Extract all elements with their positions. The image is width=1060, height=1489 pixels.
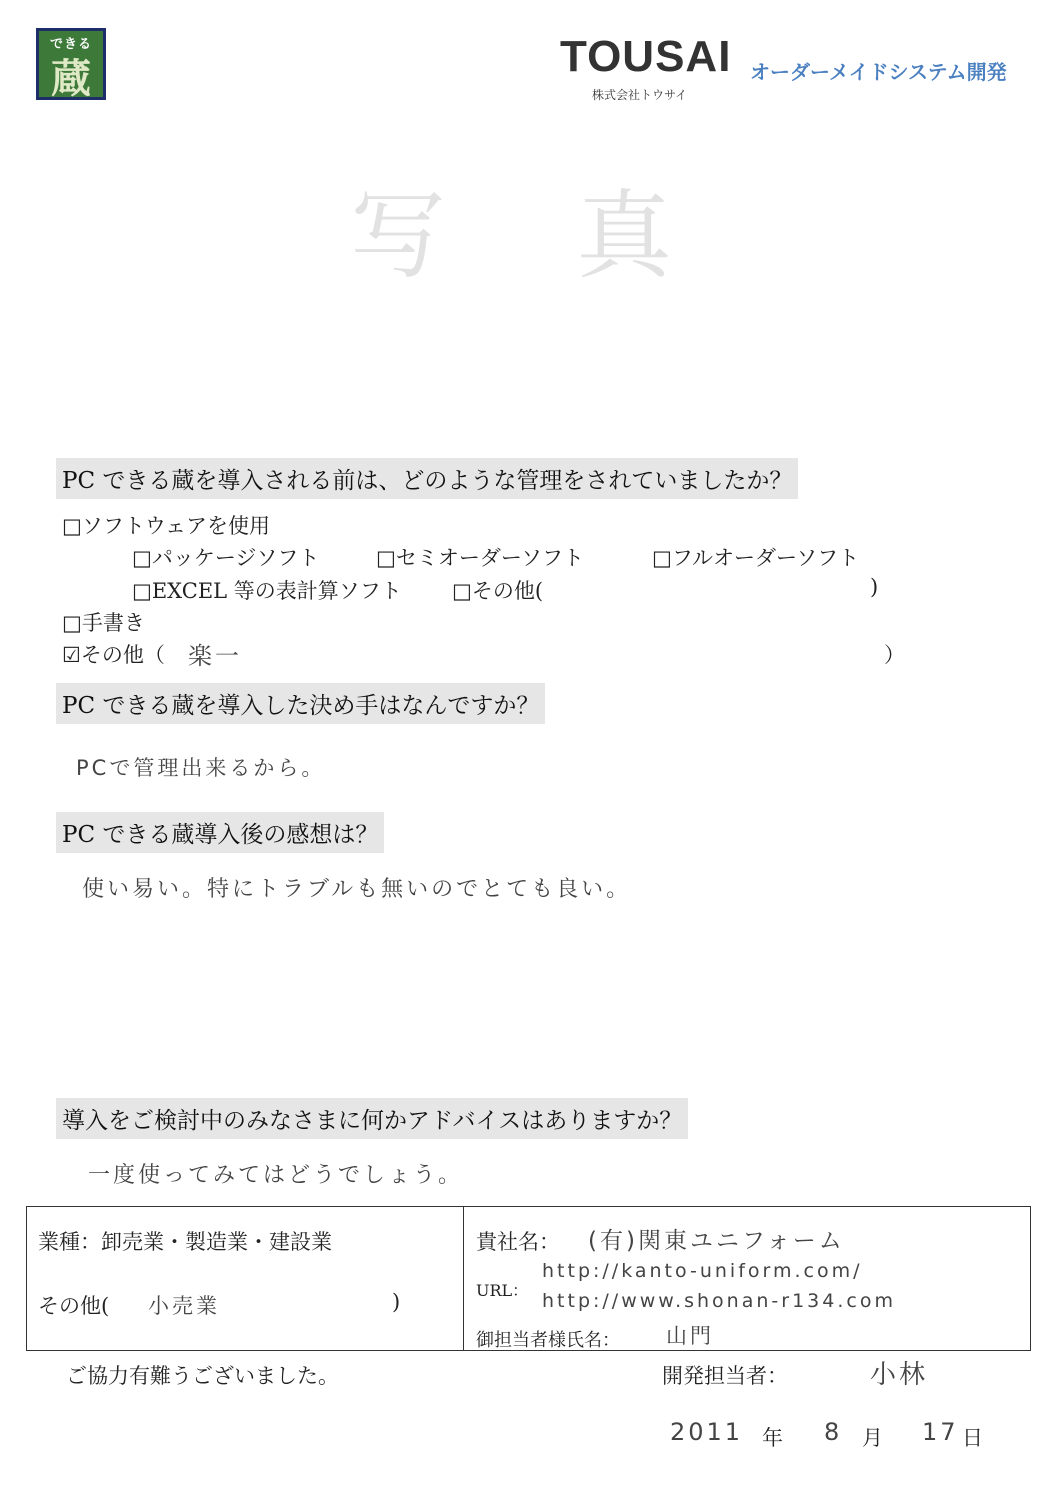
answer-3: 使い易い。特にトラブルも無いのでとても良い。 — [82, 877, 632, 902]
contact-label: 御担当者様氏名： — [476, 1330, 620, 1351]
question-3: PC できる蔵導入後の感想は？ — [56, 812, 384, 853]
developer-name: 小林 — [870, 1360, 929, 1390]
question-4: 導入をご検討中のみなさまに何かアドバイスはありますか？ — [56, 1098, 688, 1139]
brand-tagline: オーダーメイドシステム開発 — [750, 60, 1007, 84]
url-2: http://www.shonan-r134.com — [542, 1290, 896, 1312]
url-label: URL： — [476, 1281, 529, 1300]
date-day-unit: 日 — [962, 1426, 983, 1450]
contact-value: 山門 — [666, 1324, 714, 1348]
company-value: (有)関東ユニフォーム — [588, 1228, 845, 1254]
option-software[interactable]: □ソフトウェアを使用 — [62, 514, 271, 538]
option-excel[interactable]: □EXCEL 等の表計算ソフト — [132, 579, 402, 603]
logo-kanji: 蔵 — [51, 56, 91, 102]
thanks-text: ご協力有難うございました。 — [66, 1364, 339, 1388]
brand-name: TOUSAI — [560, 32, 732, 81]
industry-other-value: 小売業 — [148, 1294, 220, 1318]
answer-2: PCで管理出来るから。 — [76, 756, 326, 780]
company-label: 貴社名： — [476, 1230, 560, 1254]
option-handwritten[interactable]: □手書き — [62, 611, 145, 635]
answer-4: 一度使ってみてはどうでしょう。 — [88, 1163, 464, 1188]
developer-label: 開発担当者： — [662, 1364, 788, 1388]
date-day: 17 — [922, 1418, 959, 1446]
date-month-unit: 月 — [862, 1426, 883, 1450]
question-1: PC できる蔵を導入される前は、どのような管理をされていましたか？ — [56, 458, 798, 499]
other-close: ） — [884, 643, 905, 667]
option-semi-order-software[interactable]: □セミオーダーソフト — [376, 546, 585, 570]
option-software-other[interactable]: □その他( — [452, 579, 544, 603]
option-full-order-software[interactable]: □フルオーダーソフト — [652, 546, 860, 570]
industry-other-close: ) — [392, 1290, 401, 1314]
brand-company: 株式会社トウサイ — [592, 88, 688, 102]
logo-top-text: できる — [49, 37, 92, 52]
option-package-software[interactable]: □パッケージソフト — [132, 546, 320, 570]
other-handwritten-value: 楽一 — [188, 642, 242, 670]
dekirugura-logo — [36, 28, 106, 100]
date-month: 8 — [824, 1418, 843, 1446]
photo-placeholder: 写真 — [350, 180, 802, 292]
industry-label: 業種：卸売業・製造業・建設業 — [38, 1230, 332, 1254]
info-box-divider — [463, 1206, 464, 1351]
option-other-checked[interactable]: ☑その他（ — [62, 643, 165, 667]
software-other-close: ) — [870, 575, 879, 599]
date-year: 2011 — [670, 1418, 744, 1446]
url-1: http://kanto-uniform.com/ — [542, 1260, 863, 1282]
question-2: PC できる蔵を導入した決め手はなんですか？ — [56, 683, 545, 724]
date-year-unit: 年 — [762, 1426, 783, 1450]
industry-other-label: その他( — [38, 1294, 110, 1318]
